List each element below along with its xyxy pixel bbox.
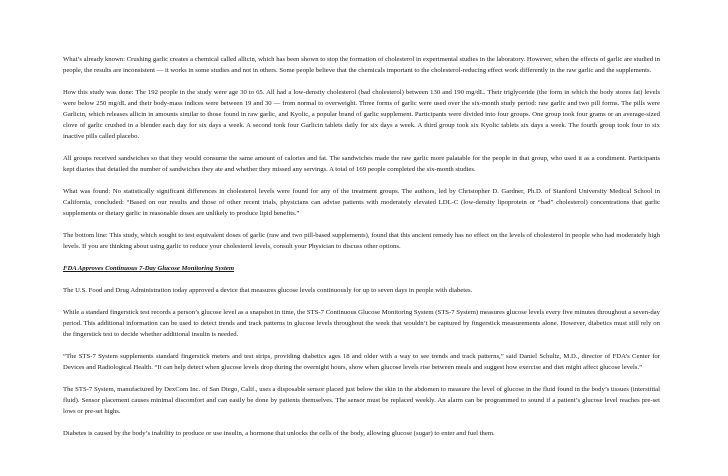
- paragraph-already-known: What’s already known: Crushing garlic creates a chemical called allicin, which has been shown to stop the formation of cholesterol in experimental studies in the laboratory. However, when the effects of garlic are studied in people, the results are inconsistent — it works in some studies and not in others. Some people believe that the chemicals important to the cholesterol-reducing effect work differently in the raw garlic and the supplements.: [63, 56, 660, 74]
- paragraph-fingerstick: While a standard fingerstick test records a person’s glucose level as a snapshot in time, the STS-7 Continuous Glucose Monitoring System (STS-7 System) measures glucose levels every five minutes throughout a seven-day period. This additional information can be used to detect trends and track patterns in glucose levels throughout the week that wouldn’t be captured by fingerstick measurements alone. However, diabetics must still rely on the fingerstick test to decide whether additional insulin is needed.: [63, 309, 660, 338]
- paragraph-diabetes-cause: Diabetes is caused by the body’s inability to produce or use insulin, a hormone that unlocks the cells of the body, allowing glucose (sugar) to enter and fuel them.: [63, 430, 495, 437]
- document-page: [63, 54, 660, 439]
- paragraph-sandwiches: All groups received sandwiches so that they would consume the same amount of calories and fat. The sandwiches made the raw garlic more palatable for the people in that group, who used it as a condiment. Participants kept diaries that detailed the number of sandwiches they ate and whether they missed any servings. A total of 169 people completed the six-month studies.: [63, 155, 660, 173]
- paragraph-what-found: What was found: No statistically significant differences in cholesterol levels were found for any of the treatment groups. The authors, led by Christopher D. Gardner, Ph.D. of Stanford University Medical School in California, concluded: “Based on our results and those of other recent trials, physicians can advise patients with moderately elevated LDL-C (low-density lipoprotein or “bad” cholesterol) concentrations that garlic supplements or dietary garlic in reasonable doses are unlikely to produce lipid benefits.”: [63, 188, 660, 217]
- paragraph-bottom-line: The bottom line: This study, which sought to test equivalent doses of garlic (raw and two pill-based supplements), found that this ancient remedy has no effect on the levels of cholesterol in people who had moderately high levels. If you are thinking about using garlic to reduce your cholesterol levels, consult your Physician to discuss other options.: [63, 232, 660, 250]
- paragraph-quote: “The STS-7 System supplements standard fingerstick meters and test strips, providing diabetics ages 18 and older with a way to see trends and track patterns,” said Daniel Schultz, M.D., director of FDA’s Center for Devices and Radiological Health. “It can help detect when glucose levels drop during the overnight hours, show when glucose levels rise between meals and suggest how exercise and diet might affect glucose levels.”: [63, 353, 660, 371]
- paragraph-fda-approved: The U.S. Food and Drug Administration today approved a device that measures glucose levels continuously for up to seven days in people with diabetes.: [63, 287, 473, 294]
- section-heading: FDA Approves Continuous 7-Day Glucose Monitoring System: [63, 265, 235, 272]
- paragraph-dexcom: The STS-7 System, manufactured by DexCom Inc. of San Diego, Calif., uses a disposable sensor placed just below the skin in the abdomen to measure the level of glucose in the fluid found in the body’s tissues (interstitial fluid). Sensor placement causes minimal discomfort and can easily be done by patients themselves. The sensor must be replaced weekly. An alarm can be programmed to sound if a patient’s glucose level reaches pre-set lows or pre-set highs.: [63, 386, 660, 415]
- paragraph-how-study-done: How this study was done: The 192 people in the study were age 30 to 65. All had a low-density cholesterol (bad cholesterol) between 130 and 190 mg/dL. Their triglyceride (the form in which the body stores fat) levels were below 250 mg/dL and their body-mass indices were between 19 and 30 — from normal to overweight. Three forms of garlic were used over the six-month study period: raw garlic and two pill forms. The pills were Garlicin, which releases allicin in amounts similar to those found in raw garlic, and Kyolic, a popular brand of garlic supplement. Participants were divided into four groups. One group took four grams or an average-sized clove of garlic crushed in a blender each day for six days a week. A second took four Garlicin tablets daily for six days a week. A third group took six Kyolic tablets six days a week. The fourth group took four to six inactive pills called placebo.: [63, 89, 660, 140]
